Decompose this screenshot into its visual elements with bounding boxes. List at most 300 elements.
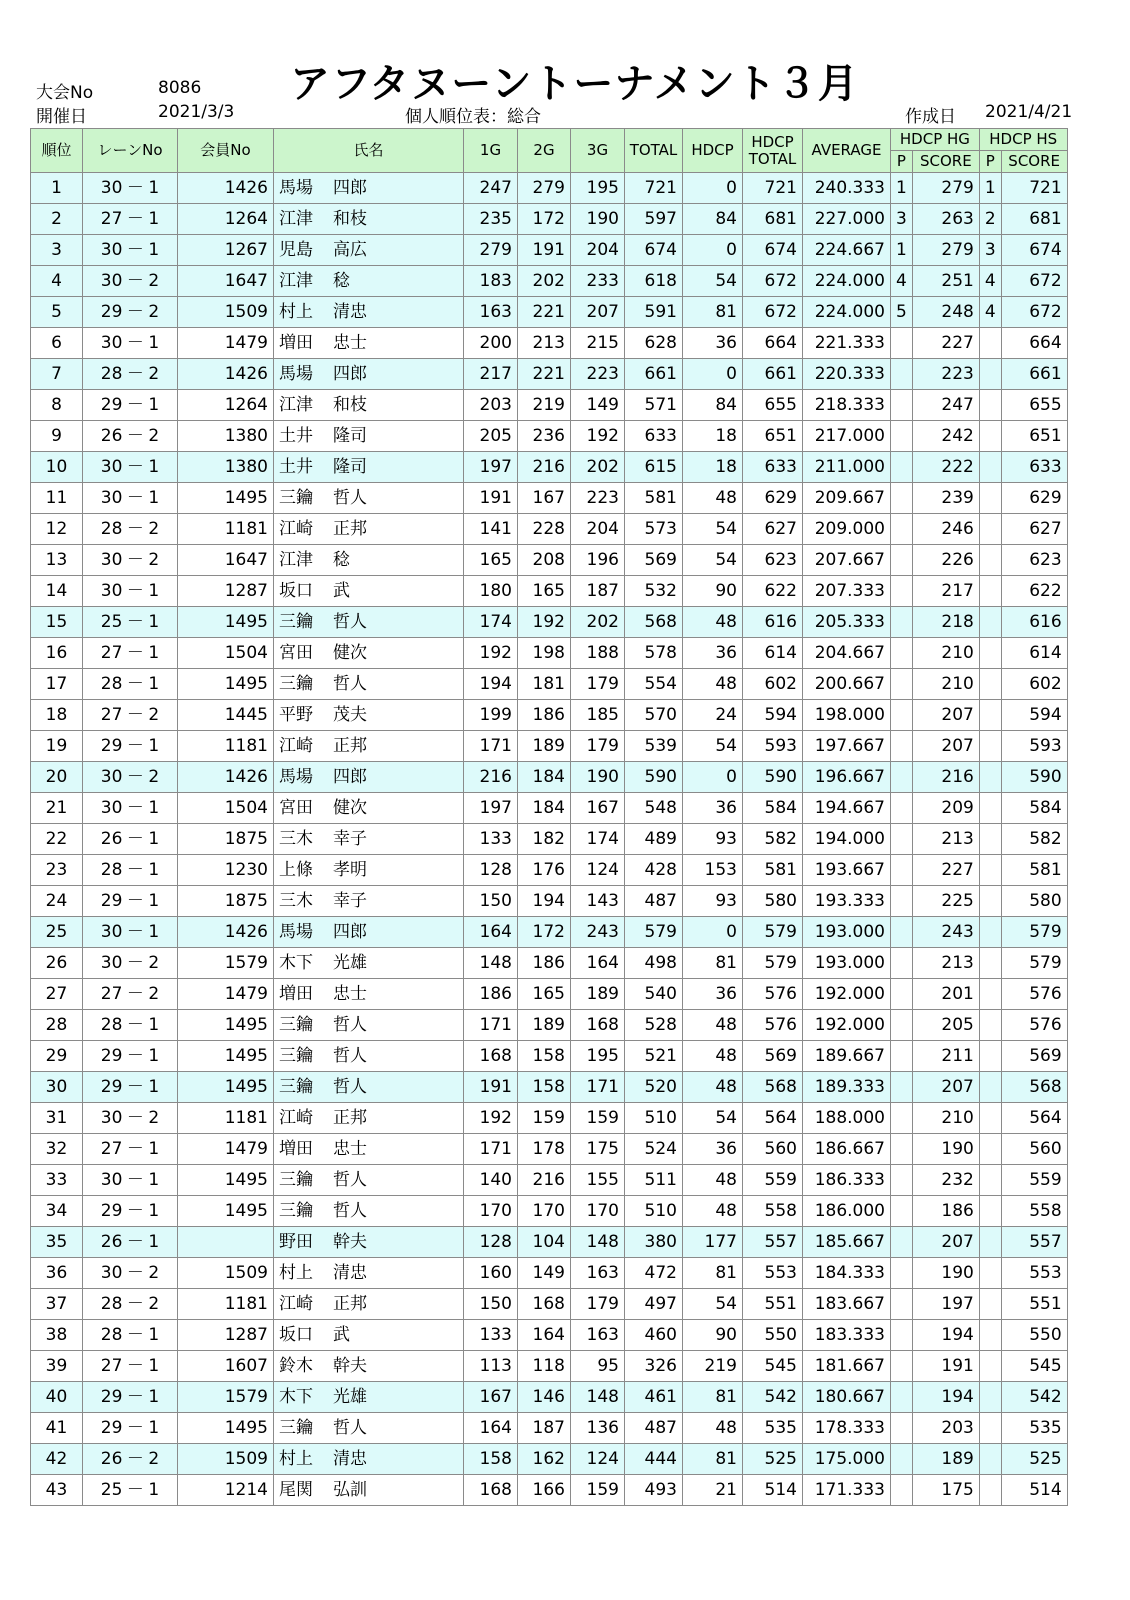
lane-pair: 30 (100, 333, 123, 353)
given-name: 隆司 (333, 457, 367, 477)
hg-place-cell (891, 793, 913, 824)
lane-separator: － (126, 1356, 144, 1376)
given-name: 孝明 (333, 860, 367, 880)
hg-place-cell (891, 1165, 913, 1196)
game2-cell: 172 (518, 204, 571, 235)
rank-cell: 9 (31, 421, 83, 452)
table-row (31, 1382, 1068, 1413)
game1-cell: 140 (464, 1165, 518, 1196)
rank-cell: 32 (31, 1134, 83, 1165)
game1-cell: 194 (464, 669, 518, 700)
lane-pair: 28 (100, 1325, 123, 1345)
hdcp-cell: 177 (683, 1227, 743, 1258)
game1-cell: 192 (464, 638, 518, 669)
surname: 村上 (279, 1449, 313, 1469)
average-cell: 186.667 (803, 1134, 891, 1165)
hs-score-cell: 672 (1001, 297, 1067, 328)
player-name-cell (274, 669, 464, 700)
hdcp-cell: 84 (683, 204, 743, 235)
game3-cell: 163 (571, 1320, 625, 1351)
lane-cell (83, 1258, 178, 1289)
surname: 馬場 (279, 767, 313, 787)
game2-cell: 182 (518, 824, 571, 855)
game3-cell: 204 (571, 514, 625, 545)
hdcp-cell: 90 (683, 1320, 743, 1351)
hdcp-cell: 153 (683, 855, 743, 886)
table-header (31, 129, 1068, 173)
total-cell: 510 (625, 1103, 683, 1134)
hdcp-cell: 54 (683, 1289, 743, 1320)
member-no-cell: 1264 (178, 204, 274, 235)
hg-score-cell: 210 (912, 1103, 979, 1134)
member-no-cell: 1264 (178, 390, 274, 421)
member-no-cell: 1495 (178, 607, 274, 638)
player-name-cell (274, 359, 464, 390)
surname: 土井 (279, 426, 313, 446)
rank-cell: 16 (31, 638, 83, 669)
hs-place-cell (979, 1413, 1001, 1444)
given-name: 四郎 (333, 767, 367, 787)
hdcp-cell: 48 (683, 1041, 743, 1072)
hdcp-total-cell: 623 (743, 545, 803, 576)
game2-cell: 186 (518, 948, 571, 979)
member-no-cell: 1504 (178, 638, 274, 669)
game3-cell: 124 (571, 855, 625, 886)
game2-cell: 279 (518, 173, 571, 204)
lane-separator: － (126, 643, 144, 663)
player-name-cell (274, 762, 464, 793)
given-name: 幸子 (333, 829, 367, 849)
hs-score-cell: 651 (1001, 421, 1067, 452)
given-name: 茂夫 (333, 705, 367, 725)
hs-place-cell (979, 514, 1001, 545)
hdcp-total-cell: 568 (743, 1072, 803, 1103)
hs-place-cell: 4 (979, 266, 1001, 297)
hdcp-cell: 24 (683, 700, 743, 731)
lane-seat: 1 (148, 581, 160, 601)
given-name: 正邦 (333, 736, 367, 756)
hdcp-cell: 48 (683, 483, 743, 514)
lane-seat: 2 (148, 1108, 160, 1128)
total-cell: 539 (625, 731, 683, 762)
hg-score-cell: 247 (912, 390, 979, 421)
lane-seat: 1 (148, 922, 160, 942)
hg-score-cell: 190 (912, 1134, 979, 1165)
game1-cell: 247 (464, 173, 518, 204)
given-name: 武 (333, 581, 350, 601)
hg-place-cell (891, 669, 913, 700)
average-cell: 183.333 (803, 1320, 891, 1351)
lane-seat: 2 (148, 953, 160, 973)
member-no-cell: 1875 (178, 886, 274, 917)
total-cell: 428 (625, 855, 683, 886)
lane-pair: 30 (100, 550, 123, 570)
lane-pair: 29 (100, 1201, 123, 1221)
lane-separator: － (126, 1449, 144, 1469)
lane-cell (83, 886, 178, 917)
player-name-cell (274, 1258, 464, 1289)
col-hg-p: P (891, 151, 913, 173)
lane-cell (83, 979, 178, 1010)
player-name-cell (274, 886, 464, 917)
player-name-cell (274, 948, 464, 979)
member-no-cell: 1504 (178, 793, 274, 824)
hdcp-total-cell: 616 (743, 607, 803, 638)
lane-cell (83, 483, 178, 514)
total-cell: 590 (625, 762, 683, 793)
hg-place-cell (891, 731, 913, 762)
hs-score-cell: 576 (1001, 979, 1067, 1010)
member-no-cell: 1287 (178, 576, 274, 607)
hdcp-cell: 36 (683, 638, 743, 669)
given-name: 稔 (333, 271, 350, 291)
table-row (31, 669, 1068, 700)
game2-cell: 158 (518, 1041, 571, 1072)
game1-cell: 279 (464, 235, 518, 266)
hs-score-cell: 576 (1001, 1010, 1067, 1041)
hdcp-total-cell: 525 (743, 1444, 803, 1475)
lane-seat: 1 (148, 891, 160, 911)
hs-place-cell (979, 1320, 1001, 1351)
game3-cell: 223 (571, 483, 625, 514)
lane-seat: 2 (148, 1294, 160, 1314)
given-name: 正邦 (333, 519, 367, 539)
lane-cell (83, 1320, 178, 1351)
total-cell: 633 (625, 421, 683, 452)
col-hg-title: HDCP HG (891, 129, 980, 151)
surname: 土井 (279, 457, 313, 477)
player-name-cell (274, 1289, 464, 1320)
game3-cell: 215 (571, 328, 625, 359)
game3-cell: 207 (571, 297, 625, 328)
game3-cell: 195 (571, 173, 625, 204)
table-row (31, 1010, 1068, 1041)
lane-pair: 30 (100, 581, 123, 601)
hdcp-total-cell: 651 (743, 421, 803, 452)
hg-score-cell: 213 (912, 824, 979, 855)
hs-place-cell: 1 (979, 173, 1001, 204)
hdcp-cell: 219 (683, 1351, 743, 1382)
rank-cell: 25 (31, 917, 83, 948)
game3-cell: 148 (571, 1227, 625, 1258)
rank-cell: 8 (31, 390, 83, 421)
hdcp-total-cell: 579 (743, 917, 803, 948)
hg-place-cell (891, 1010, 913, 1041)
hg-score-cell: 218 (912, 607, 979, 638)
lane-cell (83, 607, 178, 638)
lane-separator: － (126, 891, 144, 911)
average-cell: 240.333 (803, 173, 891, 204)
hg-place-cell: 5 (891, 297, 913, 328)
lane-cell (83, 1072, 178, 1103)
total-cell: 568 (625, 607, 683, 638)
game1-cell: 200 (464, 328, 518, 359)
total-cell: 528 (625, 1010, 683, 1041)
game1-cell: 133 (464, 1320, 518, 1351)
hg-place-cell (891, 607, 913, 638)
hg-place-cell (891, 421, 913, 452)
game2-cell: 165 (518, 576, 571, 607)
rank-cell: 1 (31, 173, 83, 204)
hg-score-cell: 210 (912, 669, 979, 700)
hg-place-cell (891, 700, 913, 731)
hdcp-total-cell: 560 (743, 1134, 803, 1165)
lane-separator: － (126, 674, 144, 694)
lane-cell (83, 731, 178, 762)
hg-score-cell: 216 (912, 762, 979, 793)
lane-pair: 27 (100, 984, 123, 1004)
lane-separator: － (126, 581, 144, 601)
lane-separator: － (126, 457, 144, 477)
hg-place-cell (891, 1289, 913, 1320)
hg-score-cell: 207 (912, 1072, 979, 1103)
lane-separator: － (126, 1201, 144, 1221)
lane-pair: 25 (100, 1480, 123, 1500)
hg-place-cell: 4 (891, 266, 913, 297)
game2-cell: 167 (518, 483, 571, 514)
lane-pair: 30 (100, 488, 123, 508)
player-name-cell (274, 483, 464, 514)
average-cell: 205.333 (803, 607, 891, 638)
game1-cell: 192 (464, 1103, 518, 1134)
table-body (31, 173, 1068, 1506)
hs-score-cell: 594 (1001, 700, 1067, 731)
hg-place-cell (891, 390, 913, 421)
player-name-cell (274, 1165, 464, 1196)
hdcp-total-cell: 655 (743, 390, 803, 421)
lane-separator: － (126, 1325, 144, 1345)
game2-cell: 181 (518, 669, 571, 700)
col-hdcp-total-line1: HDCP (751, 132, 794, 151)
hdcp-cell: 36 (683, 1134, 743, 1165)
table-row (31, 545, 1068, 576)
surname: 村上 (279, 1263, 313, 1283)
col-rank: 順位 (31, 129, 83, 173)
hg-place-cell (891, 545, 913, 576)
lane-separator: － (126, 364, 144, 384)
table-row (31, 390, 1068, 421)
player-name-cell (274, 390, 464, 421)
member-no-cell: 1495 (178, 1072, 274, 1103)
lane-cell (83, 948, 178, 979)
table-row (31, 297, 1068, 328)
lane-cell (83, 297, 178, 328)
hs-place-cell (979, 390, 1001, 421)
game1-cell: 191 (464, 483, 518, 514)
lane-cell (83, 762, 178, 793)
hg-score-cell: 190 (912, 1258, 979, 1289)
hs-place-cell (979, 917, 1001, 948)
lane-cell (83, 1444, 178, 1475)
hs-place-cell (979, 607, 1001, 638)
player-name-cell (274, 297, 464, 328)
col-total: TOTAL (625, 129, 683, 173)
average-cell: 204.667 (803, 638, 891, 669)
hg-score-cell: 197 (912, 1289, 979, 1320)
game3-cell: 179 (571, 731, 625, 762)
hs-score-cell: 627 (1001, 514, 1067, 545)
lane-seat: 1 (148, 1356, 160, 1376)
hs-place-cell (979, 793, 1001, 824)
total-cell: 487 (625, 1413, 683, 1444)
given-name: 哲人 (333, 1015, 367, 1035)
hs-place-cell (979, 638, 1001, 669)
member-no-cell: 1495 (178, 1041, 274, 1072)
surname: 鈴木 (279, 1356, 313, 1376)
hg-place-cell (891, 1258, 913, 1289)
game1-cell: 186 (464, 979, 518, 1010)
hdcp-total-cell: 594 (743, 700, 803, 731)
surname: 三鑰 (279, 1077, 313, 1097)
lane-pair: 29 (100, 1077, 123, 1097)
total-cell: 444 (625, 1444, 683, 1475)
member-no-cell: 1647 (178, 266, 274, 297)
member-no-cell: 1495 (178, 1010, 274, 1041)
lane-separator: － (126, 705, 144, 725)
player-name-cell (274, 173, 464, 204)
surname: 宮田 (279, 798, 313, 818)
game1-cell: 163 (464, 297, 518, 328)
lane-cell (83, 328, 178, 359)
average-cell: 196.667 (803, 762, 891, 793)
surname: 江崎 (279, 1294, 313, 1314)
average-cell: 224.000 (803, 266, 891, 297)
table-row (31, 1227, 1068, 1258)
lane-pair: 28 (100, 1294, 123, 1314)
lane-cell (83, 359, 178, 390)
given-name: 四郎 (333, 178, 367, 198)
game3-cell: 185 (571, 700, 625, 731)
player-name-cell (274, 576, 464, 607)
hs-score-cell: 614 (1001, 638, 1067, 669)
average-cell: 197.667 (803, 731, 891, 762)
hdcp-total-cell: 582 (743, 824, 803, 855)
game1-cell: 150 (464, 886, 518, 917)
hs-place-cell (979, 1165, 1001, 1196)
lane-seat: 2 (148, 984, 160, 1004)
player-name-cell (274, 1103, 464, 1134)
average-cell: 183.667 (803, 1289, 891, 1320)
lane-pair: 27 (100, 209, 123, 229)
hg-place-cell (891, 1413, 913, 1444)
game3-cell: 179 (571, 669, 625, 700)
hg-place-cell (891, 1320, 913, 1351)
member-no-cell: 1445 (178, 700, 274, 731)
game3-cell: 233 (571, 266, 625, 297)
rank-cell: 30 (31, 1072, 83, 1103)
hdcp-total-cell: 721 (743, 173, 803, 204)
rank-cell: 11 (31, 483, 83, 514)
total-cell: 554 (625, 669, 683, 700)
game3-cell: 192 (571, 421, 625, 452)
lane-cell (83, 266, 178, 297)
game2-cell: 184 (518, 793, 571, 824)
rank-cell: 33 (31, 1165, 83, 1196)
game2-cell: 221 (518, 359, 571, 390)
rank-cell: 37 (31, 1289, 83, 1320)
given-name: 清忠 (333, 1449, 367, 1469)
hg-place-cell (891, 917, 913, 948)
game3-cell: 204 (571, 235, 625, 266)
player-name-cell (274, 731, 464, 762)
player-name-cell (274, 452, 464, 483)
lane-separator: － (126, 209, 144, 229)
hg-score-cell: 227 (912, 855, 979, 886)
hg-score-cell: 207 (912, 731, 979, 762)
hdcp-cell: 0 (683, 762, 743, 793)
table-row (31, 1134, 1068, 1165)
game1-cell: 150 (464, 1289, 518, 1320)
member-no-cell: 1495 (178, 1413, 274, 1444)
lane-cell (83, 1165, 178, 1196)
lane-cell (83, 545, 178, 576)
table-row (31, 948, 1068, 979)
hs-score-cell: 616 (1001, 607, 1067, 638)
average-cell: 207.667 (803, 545, 891, 576)
game2-cell: 146 (518, 1382, 571, 1413)
hdcp-total-cell: 584 (743, 793, 803, 824)
lane-cell (83, 173, 178, 204)
hdcp-cell: 48 (683, 1072, 743, 1103)
surname: 江崎 (279, 519, 313, 539)
table-row (31, 173, 1068, 204)
hdcp-cell: 48 (683, 1165, 743, 1196)
player-name-cell (274, 1196, 464, 1227)
lane-seat: 1 (148, 1387, 160, 1407)
lane-separator: － (126, 395, 144, 415)
hg-score-cell: 222 (912, 452, 979, 483)
table-row (31, 793, 1068, 824)
lane-seat: 1 (148, 736, 160, 756)
player-name-cell (274, 545, 464, 576)
rank-cell: 20 (31, 762, 83, 793)
hg-score-cell: 194 (912, 1382, 979, 1413)
hs-place-cell (979, 1351, 1001, 1382)
game3-cell: 148 (571, 1382, 625, 1413)
table-row (31, 700, 1068, 731)
player-name-cell (274, 1320, 464, 1351)
rank-cell: 12 (31, 514, 83, 545)
hg-score-cell: 213 (912, 948, 979, 979)
table-row (31, 421, 1068, 452)
given-name: 健次 (333, 643, 367, 663)
lane-cell (83, 1289, 178, 1320)
total-cell: 524 (625, 1134, 683, 1165)
hdcp-total-cell: 614 (743, 638, 803, 669)
lane-cell (83, 1475, 178, 1506)
total-cell: 472 (625, 1258, 683, 1289)
lane-seat: 2 (148, 519, 160, 539)
hdcp-cell: 18 (683, 421, 743, 452)
player-name-cell (274, 607, 464, 638)
hs-score-cell: 564 (1001, 1103, 1067, 1134)
hs-place-cell: 2 (979, 204, 1001, 235)
game1-cell: 235 (464, 204, 518, 235)
table-row (31, 979, 1068, 1010)
lane-separator: － (126, 302, 144, 322)
surname: 馬場 (279, 364, 313, 384)
player-name-cell (274, 700, 464, 731)
hg-score-cell: 251 (912, 266, 979, 297)
lane-seat: 1 (148, 240, 160, 260)
average-cell: 221.333 (803, 328, 891, 359)
col-hs-title: HDCP HS (979, 129, 1067, 151)
given-name: 隆司 (333, 426, 367, 446)
hdcp-total-cell: 593 (743, 731, 803, 762)
page-subtitle: 個人順位表：総合 (405, 107, 541, 127)
game3-cell: 223 (571, 359, 625, 390)
given-name: 幸子 (333, 891, 367, 911)
